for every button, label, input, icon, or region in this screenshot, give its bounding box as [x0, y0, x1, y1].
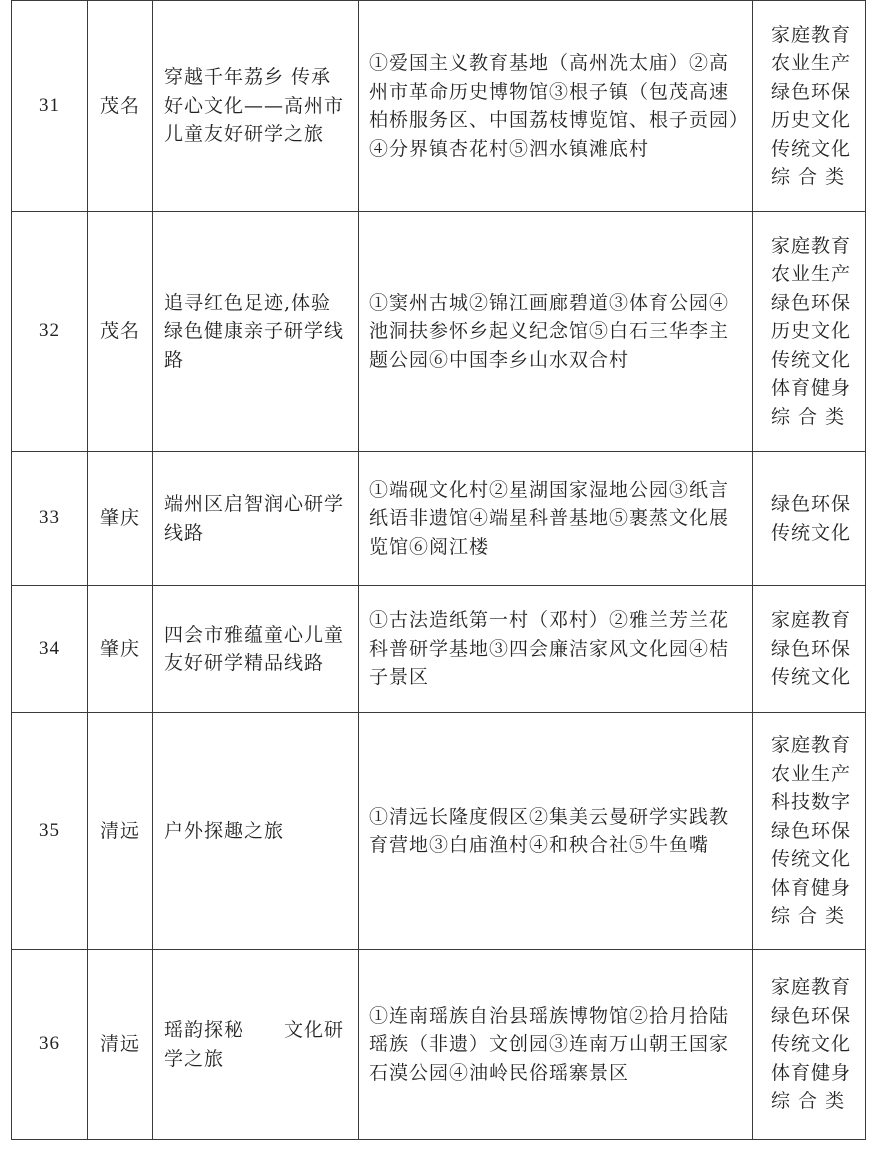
- category-label: 体育健身: [771, 377, 852, 400]
- category-label: 家庭教育: [771, 234, 852, 257]
- table-row: [12, 1, 866, 212]
- table-body: [12, 1, 866, 1140]
- category-label: 历史文化: [771, 109, 852, 131]
- route-name-cell: 户外探趣之旅: [153, 713, 359, 950]
- category-cell: [753, 586, 866, 713]
- category-label: 体育健身: [771, 876, 852, 899]
- route-sites-cell: ①古法造纸第一村（邓村）②雅兰芳兰花科普研学基地③四会廉洁家风文化园④桔子景区: [359, 586, 753, 713]
- route-sites-cell: ①端砚文化村②星湖国家湿地公园③纸言纸语非遗馆④端星科普基地⑤裹蒸文化展览馆⑥阅江楼: [359, 452, 753, 586]
- category-label: 家庭教育: [771, 734, 852, 757]
- table-row: [12, 452, 866, 586]
- route-name-cell: 四会市雅蕴童心儿童友好研学精品线路: [153, 586, 359, 713]
- city-cell: 茂名: [88, 212, 153, 452]
- category-label: 历史文化: [771, 320, 852, 343]
- category-label: 家庭教育: [771, 976, 852, 999]
- category-label: 传统文化: [771, 666, 852, 689]
- category-label: 农业生产: [771, 762, 852, 785]
- category-label: 农业生产: [771, 263, 852, 286]
- table-row: [12, 950, 866, 1140]
- row-number-cell: 31: [12, 1, 88, 212]
- route-sites-cell: ①爱国主义教育基地（高州冼太庙）②高州市革命历史博物馆③根子镇（包茂高速柏桥服务区、中国荔枝博览馆、根子贡园）④分界镇杏花村⑤泗水镇滩底村: [359, 1, 753, 212]
- category-label: 绿色环保: [771, 80, 852, 103]
- category-label: 传统文化: [771, 348, 852, 371]
- row-number-cell: 35: [12, 713, 88, 950]
- category-label: 绿色环保: [771, 819, 852, 842]
- route-name-cell: 端州区启智润心研学线路: [153, 452, 359, 586]
- city-cell: 茂名: [88, 1, 153, 212]
- category-label: 综 合 类: [771, 166, 846, 188]
- category-cell: [753, 452, 866, 586]
- city-cell: 清远: [88, 950, 153, 1140]
- study-route-table: [11, 0, 866, 1140]
- category-cell: [753, 212, 866, 452]
- category-cell: [753, 713, 866, 950]
- city-cell: 清远: [88, 713, 153, 950]
- category-label: 农业生产: [771, 52, 852, 74]
- route-sites-cell: ①清远长隆度假区②集美云曼研学实践教育营地③白庙渔村④和秧合社⑤牛鱼嘴: [359, 713, 753, 950]
- table-row: [12, 713, 866, 950]
- city-cell: 肇庆: [88, 452, 153, 586]
- category-label: 家庭教育: [771, 23, 852, 46]
- category-label: 综 合 类: [771, 1090, 846, 1113]
- category-cell: [753, 1, 866, 212]
- category-label: 绿色环保: [771, 291, 852, 314]
- table-row: [12, 586, 866, 713]
- category-label: 家庭教育: [771, 609, 852, 632]
- category-label: 传统文化: [771, 848, 852, 871]
- category-label: 传统文化: [771, 137, 852, 160]
- category-label: 绿色环保: [771, 493, 852, 515]
- row-number-cell: 36: [12, 950, 88, 1140]
- category-label: 传统文化: [771, 1033, 852, 1056]
- table-row: [12, 212, 866, 452]
- route-name-cell: 追寻红色足迹,体验绿色健康亲子研学线路: [153, 212, 359, 452]
- category-cell: [753, 950, 866, 1140]
- category-label: 综 合 类: [771, 905, 846, 928]
- category-label: 绿色环保: [771, 637, 852, 660]
- category-label: 体育健身: [771, 1061, 852, 1084]
- city-cell: 肇庆: [88, 586, 153, 713]
- category-label: 综 合 类: [771, 405, 846, 428]
- row-number-cell: 34: [12, 586, 88, 713]
- route-sites-cell: ①窦州古城②锦江画廊碧道③体育公园④池洞扶参怀乡起义纪念馆⑤白石三华李主题公园⑥中国李乡山水双合村: [359, 212, 753, 452]
- category-label: 科技数字: [771, 791, 852, 814]
- route-sites-cell: ①连南瑶族自治县瑶族博物馆②拾月拾陆瑶族（非遗）文创园③连南万山朝王国家石漠公园④油岭民俗瑶寨景区: [359, 950, 753, 1140]
- category-label: 绿色环保: [771, 1004, 852, 1027]
- row-number-cell: 33: [12, 452, 88, 586]
- route-name-cell: 瑶韵探秘 文化研学之旅: [153, 950, 359, 1140]
- category-label: 传统文化: [771, 521, 852, 544]
- row-number-cell: 32: [12, 212, 88, 452]
- route-name-cell: 穿越千年荔乡 传承好心文化——高州市儿童友好研学之旅: [153, 1, 359, 212]
